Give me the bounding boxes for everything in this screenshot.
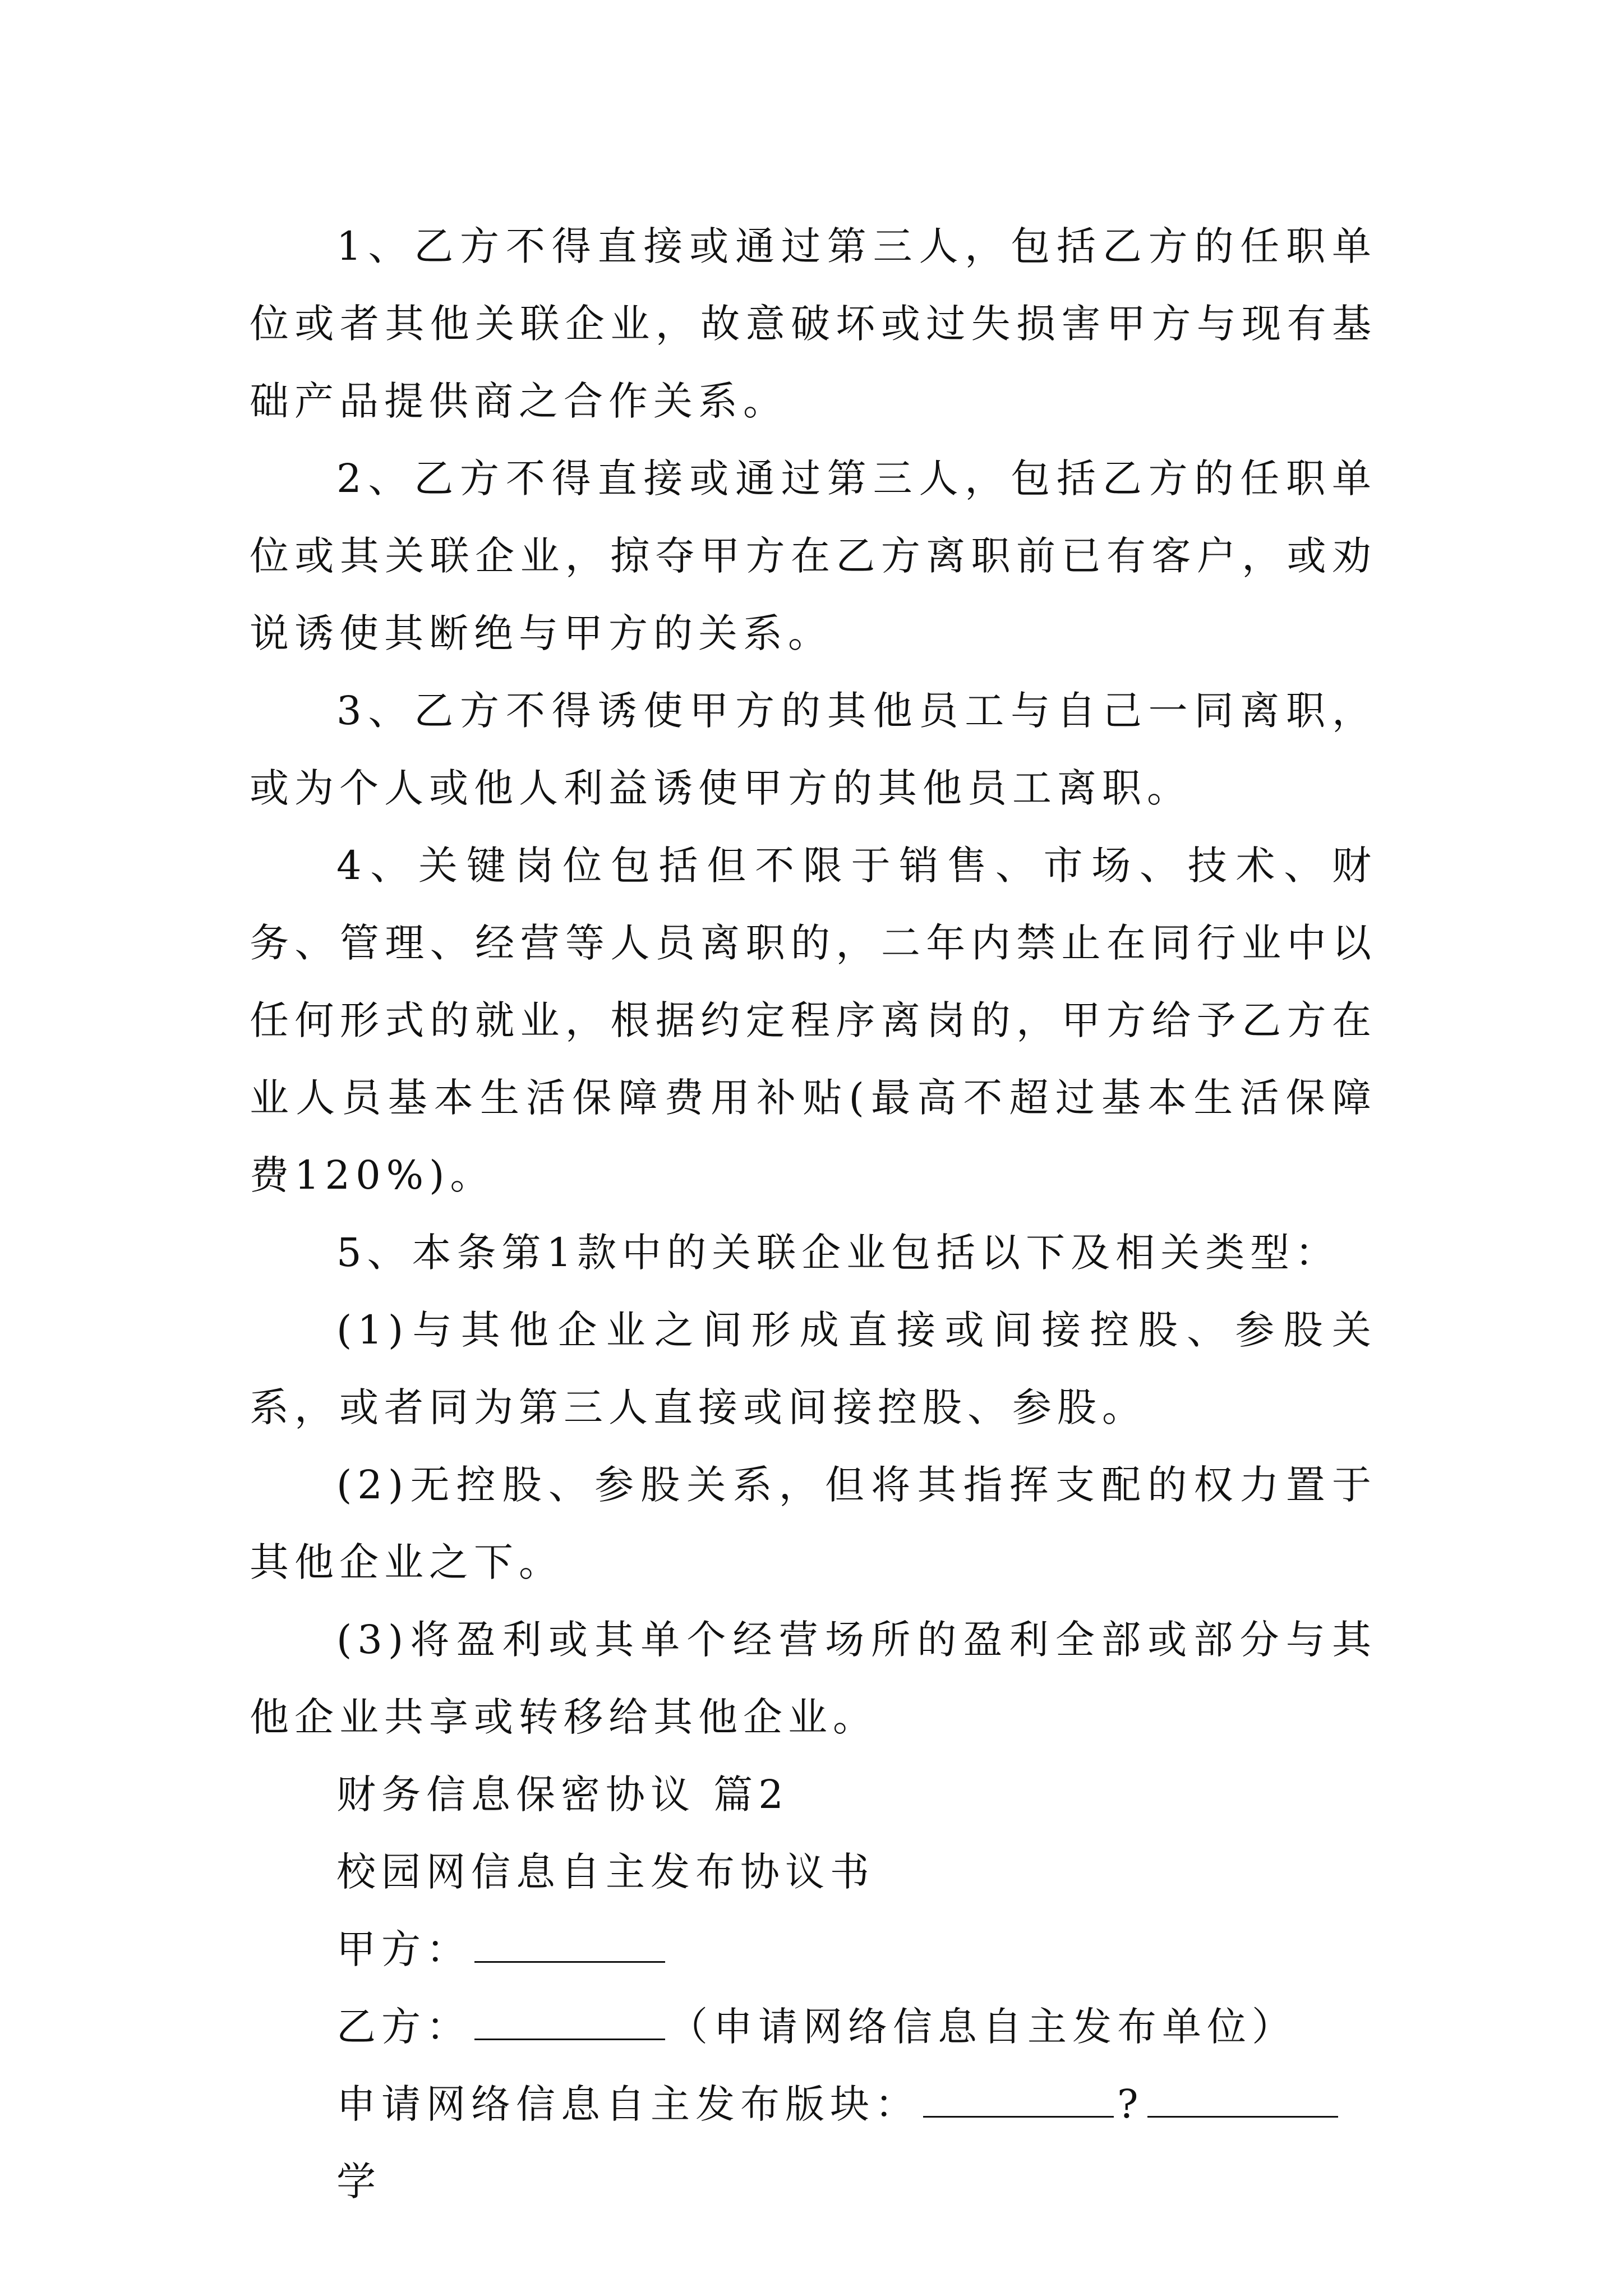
sub-clause-3: (3)将盈利或其单个经营场所的盈利全部或部分与其他企业共享或转移给其他企业。 — [250, 1617, 1377, 1740]
party-a-blank[interactable] — [474, 1961, 665, 1963]
party-a-label: 甲方： — [336, 1926, 471, 1972]
apply-block-blank-1[interactable] — [923, 2115, 1114, 2118]
apply-block-blank-2[interactable] — [1147, 2115, 1338, 2118]
clause-4: 4、关键岗位包括但不限于销售、市场、技术、财务、管理、经营等人员离职的，二年内禁止在同行业中以任何形式的就业，根据约定程序离岗的，甲方给予乙方在业人员基本生活保障费用补贴(最高不超过基本生活保障费120%)。 — [250, 843, 1377, 1198]
party-b-blank[interactable] — [474, 2038, 665, 2040]
party-b-line — [250, 1988, 1377, 2065]
party-b-label: 乙方： — [336, 2004, 471, 2050]
clause-3: 3、乙方不得诱使甲方的其他员工与自己一同离职，或为个人或他人利益诱使甲方的其他员工离职。 — [250, 688, 1377, 811]
party-b-note: （申请网络信息自主发布单位） — [668, 2004, 1297, 2050]
clause-1: 1、乙方不得直接或通过第三人，包括乙方的任职单位或者其他关联企业，故意破坏或过失损害甲方与现有基础产品提供商之合作关系。 — [250, 223, 1377, 424]
sub-clause-2: (2)无控股、参股关系，但将其指挥支配的权力置于其他企业之下。 — [250, 1462, 1377, 1585]
sub-clause-1: (1)与其他企业之间形成直接或间接控股、参股关系，或者同为第三人直接或间接控股、参股。 — [250, 1307, 1377, 1430]
agreement-title: 校园网信息自主发布协议书 — [336, 1849, 875, 1895]
clause-5: 5、本条第1款中的关联企业包括以下及相关类型： — [336, 1230, 1340, 1276]
section-heading: 财务信息保密协议 篇2 — [336, 1772, 789, 1818]
party-a-line — [250, 1911, 1377, 1988]
apply-block-label: 申请网络信息自主发布版块： — [336, 2081, 920, 2127]
apply-block-separator: ? — [1117, 2081, 1144, 2127]
apply-block-trailing: 学 — [336, 2159, 381, 2205]
clause-2: 2、乙方不得直接或通过第三人，包括乙方的任职单位或其关联企业，掠夺甲方在乙方离职前已有客户，或劝说诱使其断绝与甲方的关系。 — [250, 455, 1377, 656]
apply-block-line — [250, 2065, 1377, 2220]
document-body — [250, 208, 1377, 2220]
